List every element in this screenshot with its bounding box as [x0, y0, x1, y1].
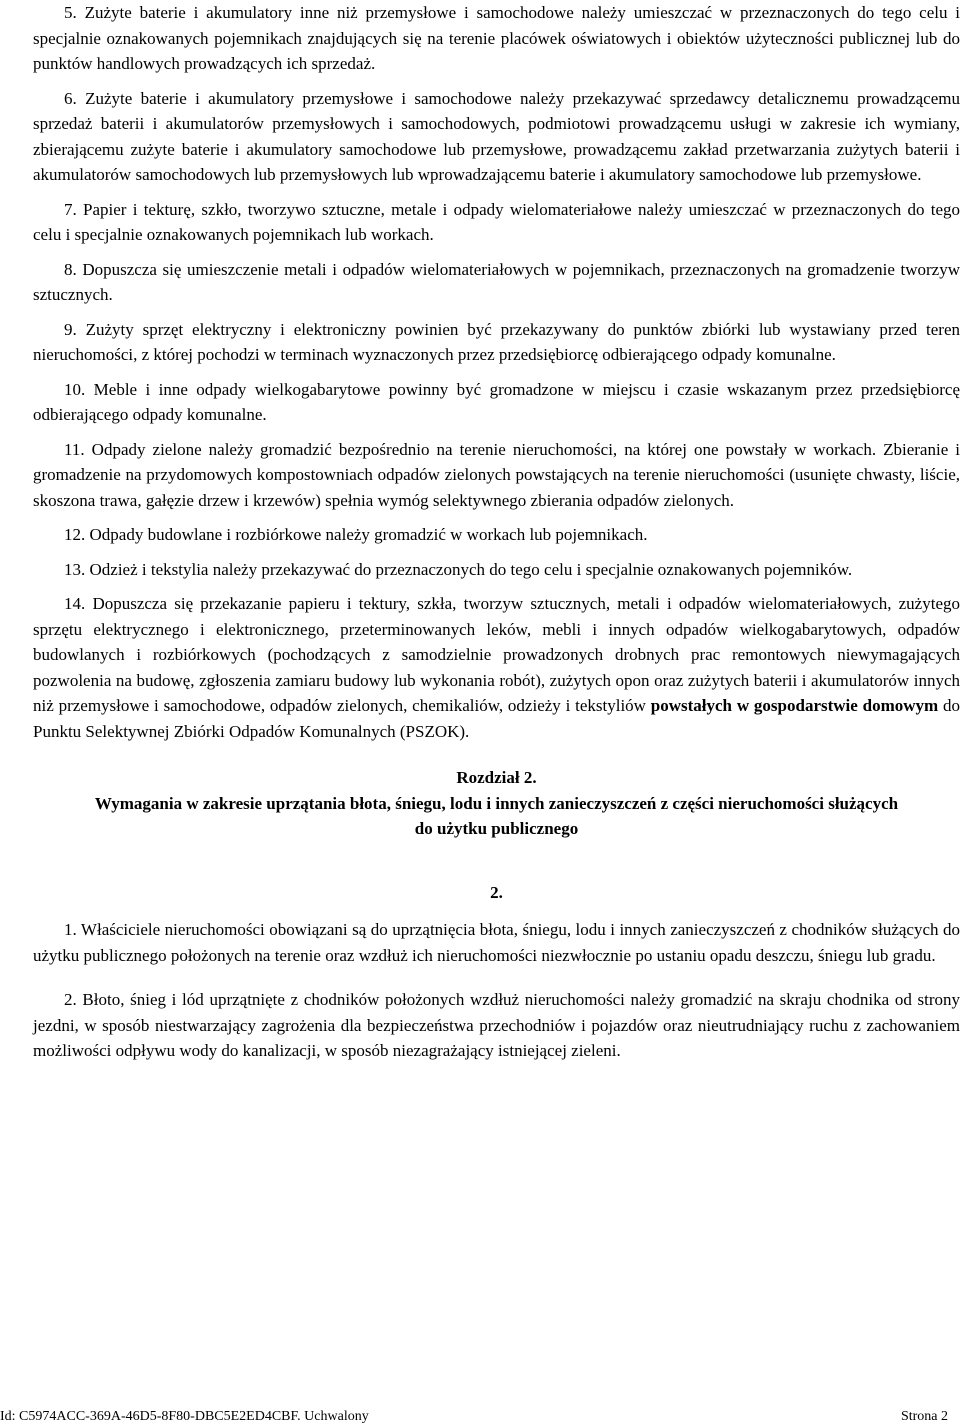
paragraph-text: Zużyte baterie i akumulatory przemysłowe i samochodowe należy przekazywać sprzedawcy detalicznemu prowadzącemu sprzedaż baterii i akumulatorów przemysłowych i samochodowych, podmiotowi prowadzącemu usługi w zakresie ich wymiany, zbierającemu zużyte baterie i akumulatory samochodowe lub przemysłowe, prowadzącemu zakład przetwarzania zużytych baterii i akumulatorów samochodowych lub przemysłowych lub wprowadzającemu baterie i akumulatory samochodowe lub przemysłowe. [33, 88, 960, 184]
chapter-label: Rozdział 2. [456, 768, 537, 787]
item-number: 1. [64, 920, 77, 939]
paragraph-text: Papier i tekturę, szkło, tworzywo sztuczne, metale i odpady wielomateriałowe należy umieszczać w przeznaczonych do tego celu i specjalnie oznakowanych pojemnikach lub workach. [33, 199, 960, 244]
paragraph-number: 6. [64, 88, 77, 108]
paragraph-5 [33, 0, 960, 77]
paragraph-number: 5. [64, 3, 77, 22]
paragraph-number: 11. [64, 439, 85, 459]
paragraph-text: Meble i inne odpady wielkogabarytowe powinny być gromadzone w miejscu i czasie wskazanym przez przedsiębiorcę odbierającego odpady komunalne. [33, 379, 960, 424]
item-text: Błoto, śnieg i lód uprzątnięte z chodników położonych wzdłuż nieruchomości należy gromadzić na skraju chodnika od strony jezdni, w sposób niestwarzający zagrożenia dla bezpieczeństwa przechodniów i pojazdów oraz nieutrudniający ruchu z zachowaniem możliwości odpływu wody do kanalizacji, w sposób niezagrażający istniejącej zieleni. [33, 990, 960, 1060]
paragraph-14 [33, 591, 960, 744]
paragraph-11 [33, 437, 960, 514]
item-text: Właściciele nieruchomości obowiązani są do uprzątnięcia błota, śniegu, lodu i innych zanieczyszczeń z chodników służących do użytku publicznego położonych na terenie oraz wzdłuż ich nieruchomości niezwłocznie po ustaniu opadu deszczu, śniegu lub gradu. [33, 920, 960, 965]
paragraph-text: Odpady zielone należy gromadzić bezpośrednio na terenie nieruchomości, na której one powstały w workach. Zbieranie i gromadzenie na przydomowych kompostowniach odpadów zielonych powstających na terenie nieruchomości (usunięte chwasty, liście, skoszona trawa, gałęzie drzew i krzewów) spełnia wymóg selektywnego zbierania odpadów zielonych. [33, 439, 960, 510]
paragraph-number: 13. [64, 559, 86, 579]
paragraph-number: 14. [64, 594, 86, 613]
paragraph-number: 9. [64, 319, 77, 339]
paragraph-text: Odzież i tekstylia należy przekazywać do przeznaczonych do tego celu i specjalnie oznakowanych pojemników. [89, 559, 853, 579]
paragraph-9 [33, 317, 960, 368]
paragraph-8 [33, 257, 960, 308]
paragraph-text: Zużyte baterie i akumulatory inne niż przemysłowe i samochodowe należy umieszczać w przeznaczonych do tego celu i specjalnie oznakowanych pojemnikach znajdujących się na terenie placówek oświatowych i obiektów użyteczności publicznej lub do punktów handlowych prowadzących ich sprzedaż. [33, 3, 960, 73]
section-item-2 [33, 987, 960, 1064]
paragraph-number: 12. [64, 525, 86, 544]
paragraph-text-end: do Punktu Selektywnej Zbiórki Odpadów Komunalnych (PSZOK). [33, 696, 960, 741]
paragraph-bold-text: powstałych w gospodarstwie domowym [650, 696, 939, 715]
section-label: 2. [490, 882, 503, 902]
paragraph-text: Dopuszcza się przekazanie papieru i tektury, szkła, tworzyw sztucznych, metali i odpadów wielomateriałowych, zużytego sprzętu elektrycznego i elektronicznego, przeterminowanych leków, mebli i innych odpadów wielkogabarytowych, odpadów budowlanych i rozbiórkowych (pochodzących z samodzielnie prowadzonych drobnych prac remontowych niewymagających pozwolenia na budowę, zgłoszenia zamiaru budowy lub wykonania robót), zużytych opon oraz zużytych baterii i akumulatorów innych niż przemysłowe i samochodowe, odpadów zielonych, chemikaliów, odzieży i tekstyliów [33, 594, 960, 715]
paragraph-text: Odpady budowlane i rozbiórkowe należy gromadzić w workach lub pojemnikach. [89, 525, 648, 544]
document-id: Id: C5974ACC-369A-46D5-8F80-DBC5E2ED4CBF. Uchwalony [0, 1409, 369, 1424]
document-page [33, 0, 960, 1064]
paragraph-7 [33, 197, 960, 248]
paragraph-number: 8. [64, 259, 77, 279]
paragraph-13 [33, 557, 960, 583]
paragraph-10 [33, 377, 960, 428]
section-item-1 [33, 917, 960, 968]
page-number: Strona 2 [900, 1409, 948, 1424]
paragraph-number: 10. [64, 379, 86, 399]
page-footer [0, 1406, 960, 1428]
paragraph-12 [33, 522, 960, 548]
paragraph-number: 7. [64, 199, 77, 219]
paragraph-text: Zużyty sprzęt elektryczny i elektroniczny powinien być przekazywany do punktów zbiórki lub wystawiany przed teren nieruchomości, z której pochodzi w terminach wyznaczonych przez przedsiębiorcę odbierającego odpady komunalne. [33, 319, 960, 364]
chapter-title: Wymagania w zakresie uprzątania błota, śniegu, lodu i innych zanieczyszczeń z części nieruchomości służących do użytku publicznego [94, 793, 899, 838]
paragraph-6 [33, 86, 960, 188]
paragraph-text: Dopuszcza się umieszczenie metali i odpadów wielomateriałowych w pojemnikach, przeznaczonych na gromadzenie tworzyw sztucznych. [33, 259, 960, 304]
item-number: 2. [64, 990, 77, 1009]
